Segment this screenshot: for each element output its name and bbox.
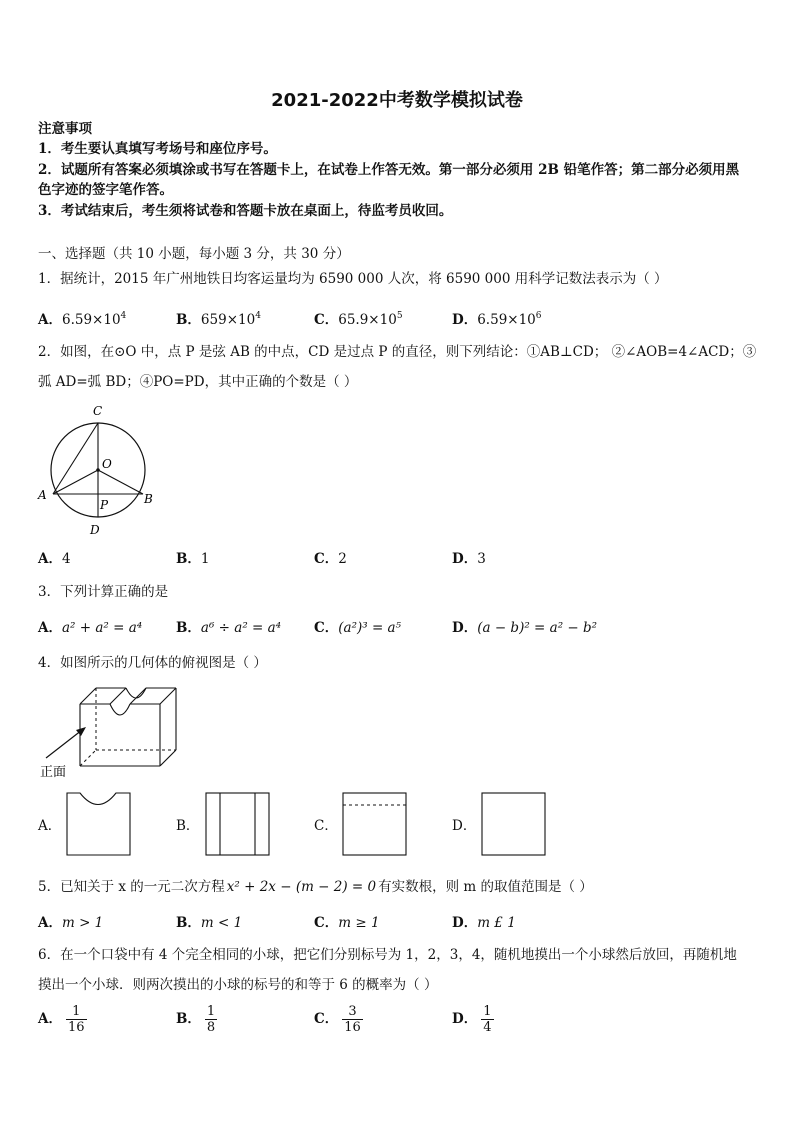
label-c: C xyxy=(93,404,103,418)
option-label: A． xyxy=(38,1011,62,1027)
option-label: A． xyxy=(38,312,62,328)
q2-option-a xyxy=(38,550,71,568)
option-exp: 5 xyxy=(396,311,403,321)
q4-option-c-figure xyxy=(342,792,408,858)
q4-stem: 4．如图所示的几何体的俯视图是（ ） xyxy=(38,655,267,671)
option-label: B． xyxy=(176,551,201,567)
numerator: 1 xyxy=(483,1004,492,1019)
notice-item-2-cont: 色字迹的签字笔作答。 xyxy=(38,182,173,198)
q3-option-c xyxy=(314,619,401,637)
q2-stem-line2: 弧 AD=弧 BD；④PO=PD，其中正确的个数是（ ） xyxy=(38,374,358,390)
option-text: a² + a² = a⁴ xyxy=(61,620,143,636)
option-text: (a − b)² = a² − b² xyxy=(477,620,598,636)
option-label: B． xyxy=(176,312,201,328)
option-label: C． xyxy=(314,312,339,328)
option-label: A． xyxy=(38,915,62,931)
q5-stem-pre: 5．已知关于 x 的一元二次方程 xyxy=(38,879,225,895)
q4-solid-figure xyxy=(36,682,186,782)
q6-option-a xyxy=(38,1004,87,1035)
q4-option-a-figure xyxy=(66,792,132,858)
option-label: C． xyxy=(314,1011,339,1027)
notice-item-2: 2．试题所有答案必须填涂或书写在答题卡上，在试卷上作答无效。第一部分必须用 2B 铅笔作答；第二部分必须用黑 xyxy=(38,162,740,178)
q4-option-b-figure xyxy=(205,792,271,858)
option-text: 3 xyxy=(477,551,486,567)
option-text: 1 xyxy=(200,551,210,567)
q5-option-c xyxy=(314,914,380,932)
label-p: P xyxy=(100,498,109,512)
option-label: D． xyxy=(452,551,478,567)
option-label: D． xyxy=(452,312,478,328)
q2-stem-line1: 2．如图，在⊙O 中，点 P 是弦 AB 的中点，CD 是过点 P 的直径，则下列结论：①AB⊥CD； ②∠AOB=4∠ACD；③ xyxy=(38,344,757,360)
q6-option-c xyxy=(314,1004,363,1035)
option-label: C． xyxy=(314,915,339,931)
q1-option-d xyxy=(452,307,542,329)
fraction xyxy=(342,1004,363,1035)
q2-option-b xyxy=(176,550,210,568)
option-text: (a²)³ = a⁵ xyxy=(338,620,402,636)
option-label: D． xyxy=(452,620,478,636)
q4-option-c-label: C． xyxy=(314,818,338,834)
q1-option-b xyxy=(176,307,261,329)
option-text: m £ 1 xyxy=(477,915,516,931)
q5-option-b xyxy=(176,914,242,932)
q4-option-d-figure xyxy=(481,792,547,858)
q3-option-b xyxy=(176,619,281,637)
q3-option-d xyxy=(452,619,597,637)
numerator: 1 xyxy=(66,1004,87,1020)
q6-stem-line2: 摸出一个小球．则两次摸出的小球的标号的和等于 6 的概率为（ ） xyxy=(38,977,438,993)
denominator: 16 xyxy=(344,1020,361,1035)
q2-circle-figure xyxy=(36,402,166,542)
q3-option-a xyxy=(38,619,142,637)
option-label: A． xyxy=(38,620,62,636)
q1-stem: 1．据统计，2015 年广州地铁日均客运量均为 6590 000 人次，将 6590 000 用科学记数法表示为（ ） xyxy=(38,271,668,287)
label-a: A xyxy=(38,488,47,502)
denominator: 8 xyxy=(206,1020,216,1035)
option-base: 6.59×10 xyxy=(61,312,121,328)
option-label: B． xyxy=(176,1011,201,1027)
notice-item-1: 1．考生要认真填写考场号和座位序号。 xyxy=(38,141,277,157)
q1-option-c xyxy=(314,307,403,329)
q4-option-b-label: B． xyxy=(176,818,200,834)
q3-stem: 3．下列计算正确的是 xyxy=(38,584,169,600)
q6-option-b xyxy=(176,1004,217,1035)
denominator: 16 xyxy=(67,1020,85,1035)
q5-equation: x² + 2x − (m − 2) = 0 xyxy=(226,879,377,895)
option-text: m > 1 xyxy=(61,915,104,931)
option-base: 659×10 xyxy=(200,312,256,328)
q2-option-c xyxy=(314,550,347,568)
numerator: 1 xyxy=(206,1004,216,1019)
label-b: B xyxy=(144,492,153,506)
q1-option-a xyxy=(38,307,126,329)
label-o: O xyxy=(102,457,112,471)
section-heading: 一、选择题（共 10 小题，每小题 3 分，共 30 分） xyxy=(38,246,350,262)
option-exp: 4 xyxy=(255,311,261,321)
option-label: C． xyxy=(314,620,339,636)
option-label: C． xyxy=(314,551,339,567)
option-label: B． xyxy=(176,915,201,931)
q4-option-a-label: A． xyxy=(38,818,62,834)
notice-item-3: 3．考试结束后，考生须将试卷和答题卡放在桌面上，待监考员收回。 xyxy=(38,203,453,219)
fraction xyxy=(205,1004,217,1035)
fraction xyxy=(481,1004,493,1035)
fraction xyxy=(66,1004,87,1035)
option-label: A． xyxy=(38,551,62,567)
option-exp: 6 xyxy=(535,311,542,321)
front-label: 正面 xyxy=(40,764,67,779)
option-label: D． xyxy=(452,915,478,931)
option-label: D． xyxy=(452,1011,478,1027)
option-text: 2 xyxy=(338,551,347,567)
option-text: 4 xyxy=(61,551,71,567)
q4-option-d-label: D． xyxy=(452,818,477,834)
option-base: 6.59×10 xyxy=(477,312,536,328)
q5-stem xyxy=(38,878,593,896)
q6-option-d xyxy=(452,1004,494,1035)
q5-stem-post: 有实数根，则 m 的取值范围是（ ） xyxy=(378,879,593,895)
option-text: a⁶ ÷ a² = a⁴ xyxy=(200,620,282,636)
q2-option-d xyxy=(452,550,486,568)
label-d: D xyxy=(90,523,100,537)
q5-option-d xyxy=(452,914,516,932)
numerator: 3 xyxy=(342,1004,363,1020)
page-title: 2021-2022中考数学模拟试卷 xyxy=(271,90,523,111)
option-label: B． xyxy=(176,620,201,636)
option-text: m ≥ 1 xyxy=(338,915,380,931)
option-base: 65.9×10 xyxy=(338,312,397,328)
option-exp: 4 xyxy=(120,311,127,321)
option-text: m < 1 xyxy=(200,915,243,931)
q6-stem-line1: 6．在一个口袋中有 4 个完全相同的小球，把它们分别标号为 1，2，3，4，随机地摸出一个小球然后放回，再随机地 xyxy=(38,947,737,963)
notice-heading: 注意事项 xyxy=(38,121,92,137)
q5-option-a xyxy=(38,914,103,932)
denominator: 4 xyxy=(483,1020,492,1035)
